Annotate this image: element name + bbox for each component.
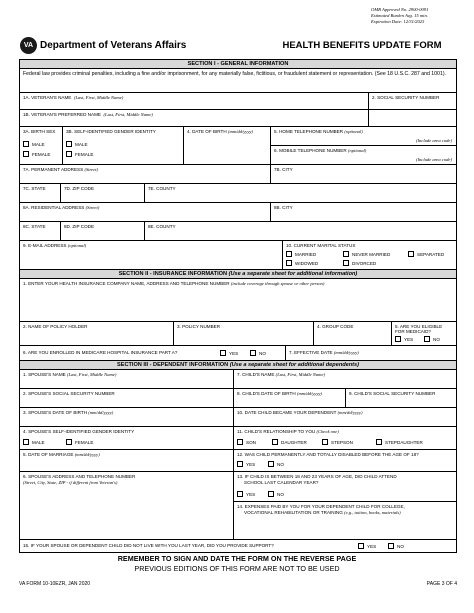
gender-identity-label: 3B. SELF-IDENTIFIED GENDER IDENTITY [66, 129, 156, 134]
child-ssn-field[interactable] [346, 389, 456, 407]
marriage-date-field[interactable] [20, 450, 234, 471]
child-disabled-label: 12. WAS CHILD PERMANENTLY AND TOTALLY DISABLED BEFORE THE AGE OF 18? [237, 452, 419, 457]
yes-label: YES [404, 336, 414, 342]
phone-block [271, 127, 456, 164]
section-1-title: SECTION I - GENERAL INFORMATION [187, 61, 289, 67]
row-policy [20, 322, 456, 346]
omb-info [371, 7, 428, 25]
child-expenses-label-line1: 14. EXPENSES PAID BY YOU FOR YOUR DEPENDENT CHILD FOR COLLEGE, [237, 504, 405, 509]
child-expenses-field[interactable] [234, 502, 456, 540]
department-name: Department of Veterans Affairs [40, 40, 187, 51]
row-3 [20, 127, 456, 165]
email-label: 9. E-MAIL ADDRESS [23, 243, 67, 248]
no-label: NO [259, 350, 266, 356]
email-hint: (optional) [67, 243, 87, 248]
section-1-header [20, 60, 456, 69]
child-disabled-no-checkbox[interactable] [268, 461, 284, 467]
residential-city-label: 8B. CITY [274, 205, 293, 210]
birth-sex-female-checkbox[interactable] [23, 151, 50, 157]
no-label: NO [433, 336, 440, 342]
row-medicare [20, 346, 456, 361]
child-dependent-date-hint: (mm/dd/yyyy) [337, 410, 363, 415]
child-name-hint: (Last, First, Middle Name) [275, 372, 326, 377]
section-2-header [20, 270, 456, 279]
spouse-name-hint: (Last, First, Middle Name) [67, 372, 117, 377]
row-spouse-name [20, 370, 456, 389]
child-dob-hint: (mm/dd/yyyy) [296, 391, 322, 396]
residential-address-hint: (Street) [85, 205, 100, 210]
gender-female-checkbox[interactable] [66, 151, 93, 157]
policy-holder-field[interactable] [20, 322, 174, 345]
omb-expiration: Expiration Date: 12/31/2023 [371, 19, 425, 24]
marriage-date-label: 5. DATE OF MARRIAGE [23, 452, 74, 457]
section-3-note: (Use a separate sheet for additional dependents) [229, 362, 360, 368]
row-support [20, 540, 456, 552]
yes-label: YES [246, 491, 256, 497]
widowed-checkbox[interactable] [286, 260, 318, 266]
medicare-field [20, 346, 286, 360]
row-spouse-dob [20, 408, 456, 427]
omb-number: OMB Approved No. 2900-0091 [371, 7, 429, 12]
spouse-ssn-field[interactable] [20, 389, 234, 407]
insurance-company-field[interactable] [20, 279, 456, 322]
residential-address-field[interactable] [20, 203, 271, 221]
divorced-label: DIVORCED [352, 260, 377, 266]
warning-row [20, 69, 456, 93]
form-frame [19, 59, 457, 553]
blank-cell [369, 110, 456, 126]
marital-status-field [283, 241, 456, 269]
female-label: FEMALE [75, 439, 94, 445]
warning-text: Federal law provides criminal penalties, including a fine and/or imprisonment, for any materially false, fictitious, or fraudulent statement or representation. (See 18 U.S.C. 287 and 1001). [23, 71, 446, 77]
spouse-name-field[interactable] [20, 370, 234, 388]
insurance-company-hint: (include coverage through spouse or other person) [230, 281, 325, 286]
page-number: PAGE 3 OF 4 [426, 581, 457, 587]
permanent-city-label: 7B. CITY [274, 167, 293, 172]
child-dob-label: 8. CHILD'S DATE OF BIRTH [237, 391, 296, 396]
row-spouse-address [20, 472, 456, 540]
residential-address-label: 8A. RESIDENTIAL ADDRESS [23, 205, 85, 210]
child-name-field[interactable] [234, 370, 456, 388]
child-dob-field[interactable] [234, 389, 346, 407]
yes-label: YES [246, 461, 256, 467]
never-married-checkbox[interactable] [343, 251, 390, 257]
row-marriage-date [20, 450, 456, 472]
previous-editions-notice: PREVIOUS EDITIONS OF THIS FORM ARE NOT TO BE USED [134, 564, 340, 573]
no-label: NO [397, 543, 404, 549]
spouse-address-label: 6. SPOUSE'S ADDRESS AND TELEPHONE NUMBER [23, 474, 136, 479]
child-ssn-label: 9. CHILD'S SOCIAL SECURITY NUMBER [349, 391, 436, 396]
no-label: NO [277, 491, 284, 497]
yes-label: YES [367, 543, 377, 549]
omb-burden: Estimated Burden Avg. 15 min. [371, 13, 428, 18]
ssn-label: 2. SOCIAL SECURITY NUMBER [372, 95, 440, 100]
no-label: NO [277, 461, 284, 467]
row-7c [20, 184, 456, 203]
permanent-state-label: 7C. STATE [23, 186, 46, 191]
permanent-address-field[interactable] [20, 165, 271, 183]
residential-state-field[interactable] [20, 222, 61, 240]
male-label: MALE [75, 141, 88, 147]
child-dependent-date-field[interactable] [234, 408, 456, 426]
effective-date-field[interactable] [286, 346, 456, 360]
preferred-name-label: 1B. VETERAN'S PREFERRED NAME [23, 112, 101, 117]
daughter-checkbox[interactable] [272, 439, 307, 445]
child-relationship-field [234, 427, 456, 449]
row-9 [20, 241, 456, 270]
row-8a [20, 203, 456, 222]
insurance-company-label: 1. ENTER YOUR HEALTH INSURANCE COMPANY NAME, ADDRESS AND TELEPHONE NUMBER [23, 281, 230, 286]
child-disabled-field [234, 450, 456, 471]
spouse-dob-field[interactable] [20, 408, 234, 426]
medicare-yes-checkbox[interactable] [220, 350, 238, 356]
child-school-no-checkbox[interactable] [268, 491, 284, 497]
female-label: FEMALE [32, 151, 51, 157]
spouse-name-label: 1. SPOUSE'S NAME [23, 372, 66, 377]
never-married-label: NEVER MARRIED [352, 251, 391, 257]
ssn-field[interactable] [369, 93, 456, 109]
birth-sex-label: 3A. BIRTH SEX [23, 129, 56, 134]
row-7a [20, 165, 456, 184]
male-label: MALE [32, 439, 45, 445]
gender-identity-field [63, 127, 184, 164]
email-field[interactable] [20, 241, 283, 269]
policy-holder-label: 2. NAME OF POLICY HOLDER [23, 324, 88, 329]
stepson-checkbox[interactable] [322, 439, 353, 445]
veteran-name-field[interactable] [20, 93, 369, 109]
child-school-yes-checkbox[interactable] [237, 491, 255, 497]
medicaid-field [392, 322, 456, 345]
group-code-field[interactable] [314, 322, 392, 345]
child-school-field [234, 472, 456, 502]
spouse-ssn-label: 2. SPOUSE'S SOCIAL SECURITY NUMBER [23, 391, 115, 396]
permanent-address-hint: (Street) [84, 167, 99, 172]
home-phone-area-code: (Include area code) [415, 138, 452, 143]
permanent-zip-label: 7D. ZIP CODE [64, 186, 95, 191]
divorced-checkbox[interactable] [343, 260, 376, 266]
child-school-label-line2: SCHOOL LAST CALENDAR YEAR? [244, 480, 319, 485]
row-1b [20, 110, 456, 127]
section-3-header [20, 361, 456, 370]
spouse-dob-label: 3. SPOUSE'S DATE OF BIRTH [23, 410, 88, 415]
married-checkbox[interactable] [286, 251, 316, 257]
child-expenses-label-line2: VOCATIONAL REHABILITATION OR TRAINING [244, 510, 343, 515]
mobile-phone-hint: (optional) [347, 148, 367, 153]
male-label: MALE [32, 141, 45, 147]
dob-label: 4. DATE OF BIRTH [187, 129, 227, 134]
residential-county-field[interactable] [145, 222, 456, 240]
child-relationship-label: 11. CHILD'S RELATIONSHIP TO YOU [237, 429, 316, 434]
row-spouse-ssn [20, 389, 456, 408]
spouse-gender-label: 4. SPOUSE'S SELF-IDENTIFIED GENDER IDENTITY [23, 429, 135, 434]
permanent-zip-field[interactable] [61, 184, 145, 202]
medicaid-no-checkbox[interactable] [424, 336, 440, 342]
section-3-title: SECTION III - DEPENDENT INFORMATION [116, 362, 229, 368]
veteran-name-label: 1A. VETERAN'S NAME [23, 95, 72, 100]
preferred-name-field[interactable] [20, 110, 369, 126]
spouse-address-field[interactable] [20, 472, 234, 539]
gender-male-checkbox[interactable] [66, 141, 88, 147]
mobile-phone-area-code: (Include area code) [415, 157, 452, 162]
medicaid-label: 5. ARE YOU ELIGIBLE FOR MEDICAID? [395, 324, 443, 335]
marital-status-label: 10. CURRENT MARITAL STATUS [286, 243, 356, 248]
separated-checkbox[interactable] [408, 251, 444, 257]
permanent-city-field[interactable] [271, 165, 456, 183]
va-logo [20, 37, 186, 54]
female-label: FEMALE [75, 151, 94, 157]
permanent-address-label: 7A. PERMANENT ADDRESS [23, 167, 84, 172]
child-disabled-yes-checkbox[interactable] [237, 461, 255, 467]
son-checkbox[interactable] [237, 439, 256, 445]
separated-label: SEPARATED [417, 251, 445, 257]
permanent-county-field[interactable] [145, 184, 456, 202]
spouse-female-checkbox[interactable] [66, 439, 93, 445]
residential-state-label: 8C. STATE [23, 224, 46, 229]
home-phone-field[interactable] [271, 127, 456, 146]
effective-date-label: 7. EFFECTIVE DATE [289, 350, 333, 355]
section-2-title: SECTION II - INSURANCE INFORMATION [118, 271, 228, 277]
residential-zip-field[interactable] [61, 222, 145, 240]
residential-county-label: 8E. COUNTY [148, 224, 176, 229]
policy-number-field[interactable] [174, 322, 314, 345]
widowed-label: WIDOWED [295, 260, 319, 266]
date-of-birth-field[interactable] [184, 127, 271, 164]
policy-number-label: 3. POLICY NUMBER [177, 324, 221, 329]
effective-date-hint: (mm/dd/yyyy) [333, 350, 359, 355]
support-yes-checkbox[interactable] [358, 543, 376, 549]
stepdaughter-label: STEPDAUGHTER [385, 439, 423, 445]
spouse-dob-hint: (mm/dd/yyyy) [88, 410, 114, 415]
form-title: HEALTH BENEFITS UPDATE FORM [282, 40, 442, 51]
home-phone-hint: (optional) [344, 129, 363, 134]
sign-reminder: REMEMBER TO SIGN AND DATE THE FORM ON THE REVERSE PAGE [117, 554, 357, 563]
mobile-phone-label: 6. MOBILE TELEPHONE NUMBER [274, 148, 347, 153]
support-no-checkbox[interactable] [388, 543, 404, 549]
residential-city-field[interactable] [271, 203, 456, 221]
child-name-label: 7. CHILD'S NAME [237, 372, 275, 377]
row-8c [20, 222, 456, 241]
medicare-label: 6. ARE YOU ENROLLED IN MEDICARE HOSPITAL INSURANCE PART A? [23, 350, 178, 355]
permanent-state-field[interactable] [20, 184, 61, 202]
permanent-county-label: 7E. COUNTY [148, 186, 176, 191]
child-school-block [234, 472, 456, 539]
son-label: SON [246, 439, 256, 445]
spouse-address-hint: (Street, City, State, ZIP - if different from Veteran's) [23, 480, 118, 485]
child-expenses-hint: (e.g., tuition, books, materials) [344, 510, 401, 515]
spouse-gender-field [20, 427, 234, 449]
medicare-no-checkbox[interactable] [250, 350, 266, 356]
residential-zip-label: 8D. ZIP CODE [64, 224, 95, 229]
medicaid-yes-checkbox[interactable] [395, 336, 413, 342]
mobile-phone-field[interactable] [271, 146, 456, 165]
stepdaughter-checkbox[interactable] [376, 439, 423, 445]
dob-hint: (mm/dd/yyyy) [227, 129, 253, 134]
yes-label: YES [229, 350, 239, 356]
marriage-date-hint: (mm/dd/yyyy) [74, 452, 100, 457]
child-school-label-line1: 13. IF CHILD IS BETWEEN 18 AND 23 YEARS OF AGE, DID CHILD ATTEND [237, 474, 397, 479]
birth-sex-field [20, 127, 63, 164]
spouse-male-checkbox[interactable] [23, 439, 45, 445]
home-phone-label: 5. HOME TELEPHONE NUMBER [274, 129, 344, 134]
row-spouse-gender [20, 427, 456, 450]
preferred-name-hint: (Last, First, Middle Name) [103, 112, 153, 117]
support-label: 15. IF YOUR SPOUSE OR DEPENDENT CHILD DID NOT LIVE WITH YOU LAST YEAR, DID YOU PROVIDE SUPPORT? [23, 543, 274, 548]
va-seal-icon: VA [20, 37, 37, 54]
veteran-name-hint: (Last, First, Middle Name) [73, 95, 124, 100]
birth-sex-male-checkbox[interactable] [23, 141, 45, 147]
group-code-label: 4. GROUP CODE [317, 324, 354, 329]
row-1a [20, 93, 456, 110]
section-2-note: (Use a separate sheet for additional information) [228, 271, 358, 277]
married-label: MARRIED [295, 251, 317, 257]
form-number: VA FORM 10-10EZR, JAN 2020 [19, 581, 91, 587]
stepson-label: STEPSON [331, 439, 353, 445]
child-dependent-date-label: 10. DATE CHILD BECAME YOUR DEPENDENT [237, 410, 337, 415]
daughter-label: DAUGHTER [281, 439, 307, 445]
child-relationship-hint: (Check one) [316, 429, 339, 434]
